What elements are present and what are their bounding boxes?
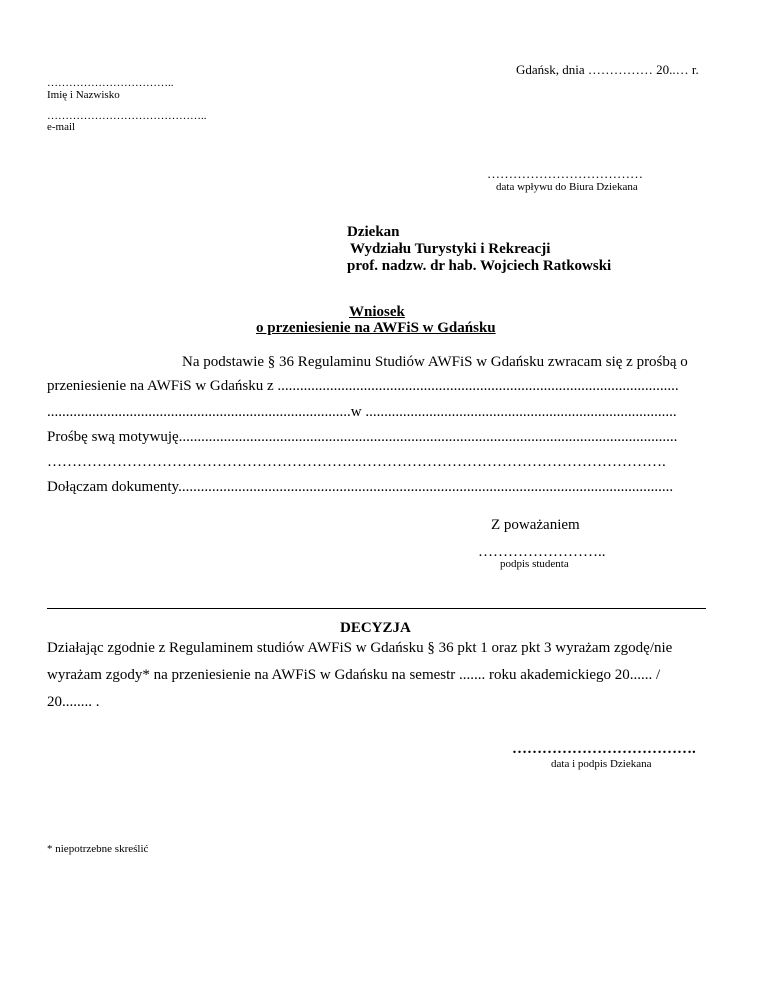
decision-title: DECYZJA [340,620,411,636]
dean-signature-label: data i podpis Dziekana [551,758,652,770]
body-motivation-line: Prośbę swą motywuję..................................................................................................................................... [47,429,678,445]
dean-signature-dots: ………………………………. [512,741,696,757]
email-dotted-line: …………………………………….. [47,110,207,122]
decision-line-2: wyrażam zgody* na przeniesienie na AWFiS w Gdańsku na semestr ....... roku akademickiego 20...... / [47,667,661,683]
decision-line-1: Działając zgodnie z Regulaminem studiów AWFiS w Gdańsku § 36 pkt 1 oraz pkt 3 wyrażam zgodę/nie [47,640,673,656]
document-subtitle: o przeniesienie na AWFiS w Gdańsku [256,320,496,336]
name-dotted-line: …………………………….. [47,77,174,89]
body-motivation-dots: ……………………………………………………………………………………………………………. [47,454,666,470]
body-line-3: .................................................................................w ................................................................................... [47,404,677,420]
closing-regards: Z poważaniem [491,517,580,533]
body-line-2: przeniesienie na AWFiS w Gdańsku z ........................................................................................................... [47,378,679,394]
body-line-1: Na podstawie § 36 Regulaminu Studiów AWFiS w Gdańsku zwracam się z prośbą o [182,354,688,370]
footnote: * niepotrzebne skreślić [47,843,149,855]
student-signature-label: podpis studenta [500,558,569,570]
addressee-title: Dziekan [347,224,400,240]
decision-line-3: 20........ . [47,694,100,710]
receipt-dotted-line: ……………………………… [487,166,643,181]
addressee-name: prof. nadzw. dr hab. Wojciech Ratkowski [347,258,612,274]
email-label: e-mail [47,121,76,133]
addressee-faculty: Wydziału Turystyki i Rekreacji [350,241,551,257]
place-date-line: Gdańsk, dnia …………… 20..… r. [516,62,699,77]
receipt-label: data wpływu do Biura Dziekana [496,181,638,193]
section-divider [47,608,706,609]
body-documents-line: Dołączam dokumenty.................................................................................................................................... [47,479,674,495]
document-title: Wniosek [349,304,405,320]
student-signature-dots: …………………….. [478,544,606,560]
name-label: Imię i Nazwisko [47,89,120,101]
